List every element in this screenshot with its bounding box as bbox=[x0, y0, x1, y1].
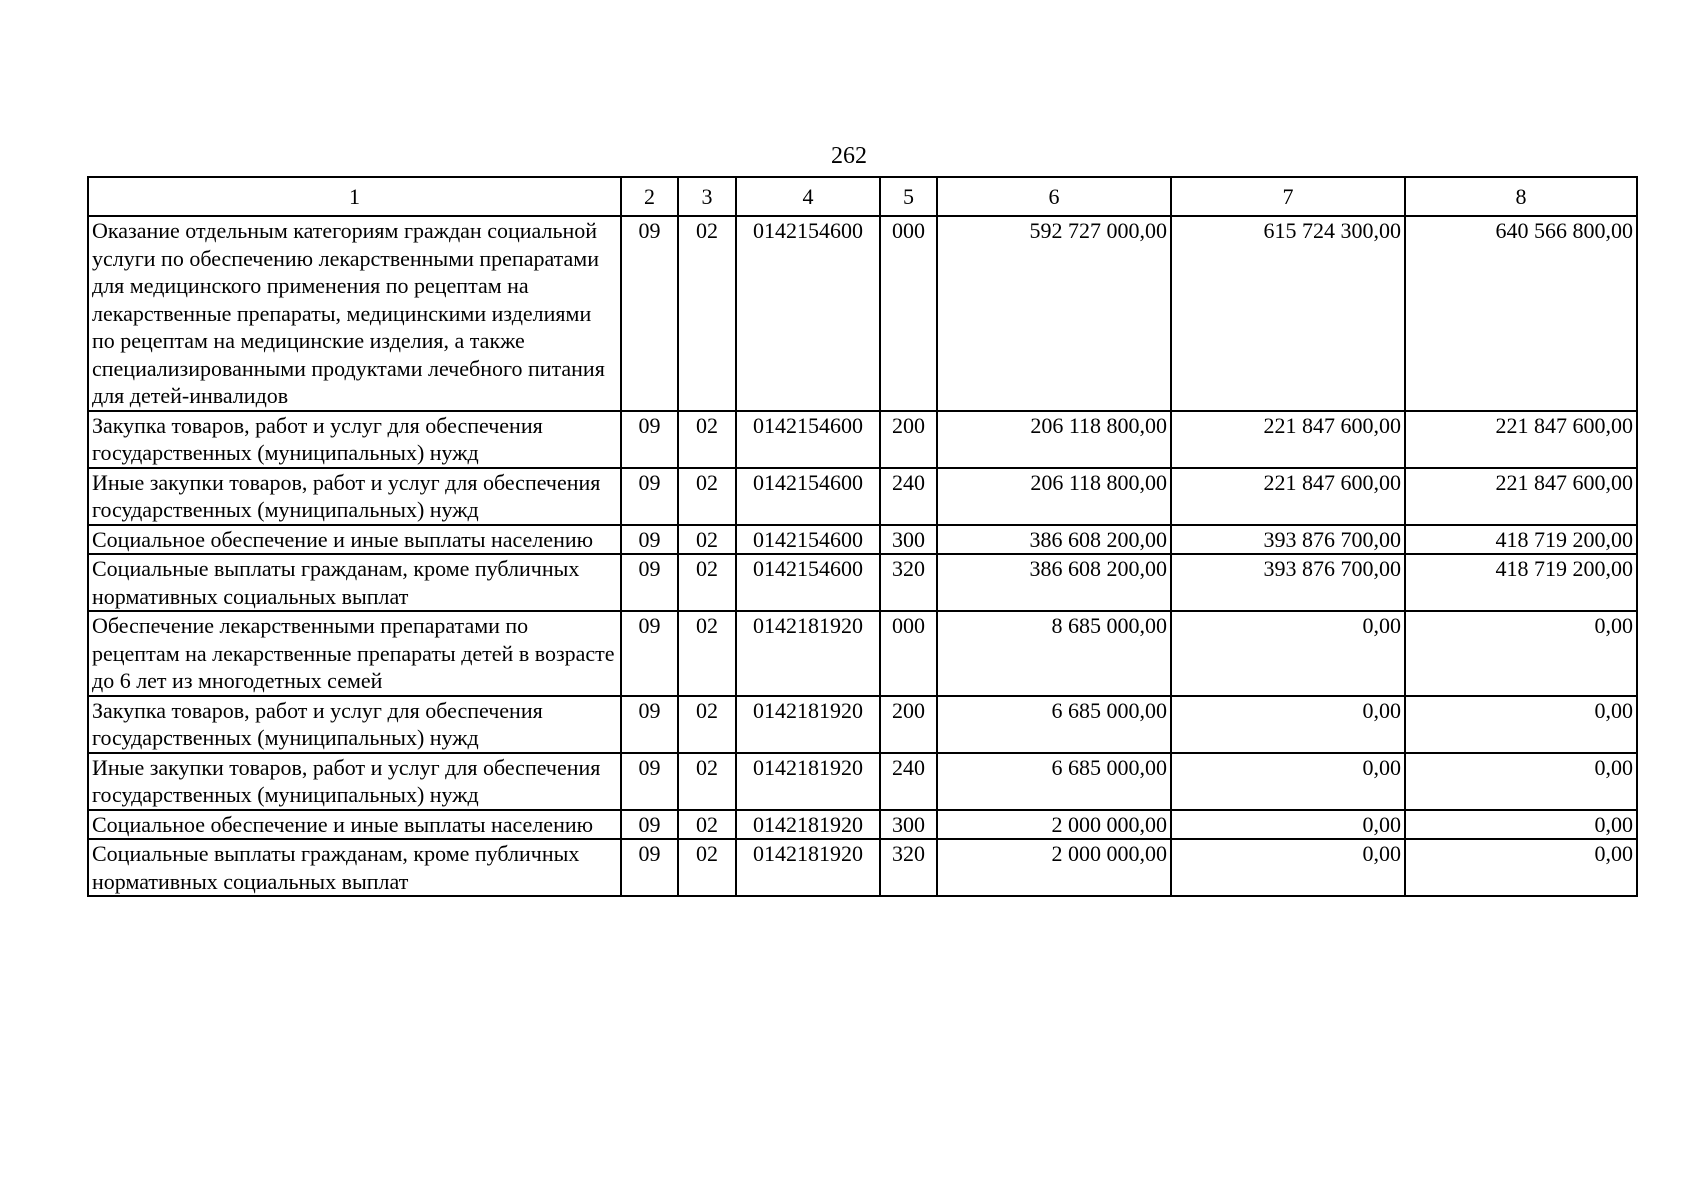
target-article-code: 0142181920 bbox=[736, 696, 880, 753]
target-article-code: 0142154600 bbox=[736, 554, 880, 611]
subsection-code: 02 bbox=[678, 411, 736, 468]
column-header: 4 bbox=[736, 177, 880, 216]
expense-type-code: 320 bbox=[880, 839, 937, 896]
amount-col7: 0,00 bbox=[1171, 810, 1405, 840]
column-header: 3 bbox=[678, 177, 736, 216]
subsection-code: 02 bbox=[678, 696, 736, 753]
amount-col7: 393 876 700,00 bbox=[1171, 525, 1405, 555]
amount-col8: 0,00 bbox=[1405, 611, 1637, 696]
target-article-code: 0142181920 bbox=[736, 839, 880, 896]
amount-col6: 592 727 000,00 bbox=[937, 216, 1171, 411]
target-article-code: 0142154600 bbox=[736, 216, 880, 411]
subsection-code: 02 bbox=[678, 611, 736, 696]
amount-col6: 2 000 000,00 bbox=[937, 810, 1171, 840]
table-row bbox=[88, 554, 1637, 611]
expense-type-code: 300 bbox=[880, 810, 937, 840]
table-row bbox=[88, 525, 1637, 555]
subsection-code: 02 bbox=[678, 554, 736, 611]
expense-type-code: 200 bbox=[880, 696, 937, 753]
amount-col7: 0,00 bbox=[1171, 611, 1405, 696]
section-code: 09 bbox=[621, 525, 678, 555]
column-header: 6 bbox=[937, 177, 1171, 216]
expense-type-code: 240 bbox=[880, 468, 937, 525]
amount-col7: 0,00 bbox=[1171, 839, 1405, 896]
amount-col6: 2 000 000,00 bbox=[937, 839, 1171, 896]
amount-col7: 393 876 700,00 bbox=[1171, 554, 1405, 611]
section-code: 09 bbox=[621, 216, 678, 411]
amount-col6: 206 118 800,00 bbox=[937, 411, 1171, 468]
section-code: 09 bbox=[621, 839, 678, 896]
row-name: Иные закупки товаров, работ и услуг для обеспечения государственных (муниципальных) нужд bbox=[88, 753, 621, 810]
amount-col8: 221 847 600,00 bbox=[1405, 468, 1637, 525]
expense-type-code: 240 bbox=[880, 753, 937, 810]
amount-col8: 0,00 bbox=[1405, 753, 1637, 810]
table-row bbox=[88, 753, 1637, 810]
subsection-code: 02 bbox=[678, 468, 736, 525]
amount-col8: 221 847 600,00 bbox=[1405, 411, 1637, 468]
amount-col7: 0,00 bbox=[1171, 753, 1405, 810]
amount-col7: 615 724 300,00 bbox=[1171, 216, 1405, 411]
target-article-code: 0142154600 bbox=[736, 525, 880, 555]
target-article-code: 0142154600 bbox=[736, 411, 880, 468]
expense-type-code: 300 bbox=[880, 525, 937, 555]
expense-type-code: 320 bbox=[880, 554, 937, 611]
amount-col8: 418 719 200,00 bbox=[1405, 525, 1637, 555]
amount-col6: 386 608 200,00 bbox=[937, 554, 1171, 611]
table-row bbox=[88, 839, 1637, 896]
expense-type-code: 000 bbox=[880, 611, 937, 696]
amount-col7: 0,00 bbox=[1171, 696, 1405, 753]
subsection-code: 02 bbox=[678, 810, 736, 840]
header-row bbox=[88, 177, 1637, 216]
expense-type-code: 200 bbox=[880, 411, 937, 468]
section-code: 09 bbox=[621, 810, 678, 840]
column-header: 7 bbox=[1171, 177, 1405, 216]
table-row bbox=[88, 216, 1637, 411]
amount-col8: 0,00 bbox=[1405, 696, 1637, 753]
amount-col7: 221 847 600,00 bbox=[1171, 468, 1405, 525]
section-code: 09 bbox=[621, 468, 678, 525]
section-code: 09 bbox=[621, 411, 678, 468]
table-row bbox=[88, 696, 1637, 753]
row-name: Социальные выплаты гражданам, кроме публичных нормативных социальных выплат bbox=[88, 554, 621, 611]
amount-col6: 6 685 000,00 bbox=[937, 696, 1171, 753]
row-name: Закупка товаров, работ и услуг для обеспечения государственных (муниципальных) нужд bbox=[88, 411, 621, 468]
budget-table bbox=[87, 176, 1638, 897]
amount-col8: 640 566 800,00 bbox=[1405, 216, 1637, 411]
column-header: 1 bbox=[88, 177, 621, 216]
amount-col6: 8 685 000,00 bbox=[937, 611, 1171, 696]
row-name: Иные закупки товаров, работ и услуг для обеспечения государственных (муниципальных) нужд bbox=[88, 468, 621, 525]
amount-col6: 206 118 800,00 bbox=[937, 468, 1171, 525]
row-name: Социальное обеспечение и иные выплаты населению bbox=[88, 525, 621, 555]
section-code: 09 bbox=[621, 611, 678, 696]
section-code: 09 bbox=[621, 554, 678, 611]
amount-col6: 386 608 200,00 bbox=[937, 525, 1171, 555]
subsection-code: 02 bbox=[678, 525, 736, 555]
table-row bbox=[88, 468, 1637, 525]
row-name: Обеспечение лекарственными препаратами по рецептам на лекарственные препараты детей в возрасте до 6 лет из многодетных семей bbox=[88, 611, 621, 696]
amount-col8: 0,00 bbox=[1405, 839, 1637, 896]
row-name: Оказание отдельным категориям граждан социальной услуги по обеспечению лекарственными препаратами для медицинского применения по рецептам на лекарственные препараты, медицинскими изделиями по рецептам на медицинские изделия, а также специализированными продуктами лечебного питания для детей-инвалидов bbox=[88, 216, 621, 411]
target-article-code: 0142181920 bbox=[736, 753, 880, 810]
column-header: 8 bbox=[1405, 177, 1637, 216]
table-row bbox=[88, 611, 1637, 696]
target-article-code: 0142154600 bbox=[736, 468, 880, 525]
amount-col8: 418 719 200,00 bbox=[1405, 554, 1637, 611]
row-name: Социальные выплаты гражданам, кроме публичных нормативных социальных выплат bbox=[88, 839, 621, 896]
amount-col6: 6 685 000,00 bbox=[937, 753, 1171, 810]
subsection-code: 02 bbox=[678, 216, 736, 411]
row-name: Закупка товаров, работ и услуг для обеспечения государственных (муниципальных) нужд bbox=[88, 696, 621, 753]
subsection-code: 02 bbox=[678, 753, 736, 810]
page-number: 262 bbox=[831, 143, 867, 169]
row-name: Социальное обеспечение и иные выплаты населению bbox=[88, 810, 621, 840]
amount-col8: 0,00 bbox=[1405, 810, 1637, 840]
table-row bbox=[88, 411, 1637, 468]
column-header: 5 bbox=[880, 177, 937, 216]
target-article-code: 0142181920 bbox=[736, 810, 880, 840]
section-code: 09 bbox=[621, 696, 678, 753]
column-header: 2 bbox=[621, 177, 678, 216]
amount-col7: 221 847 600,00 bbox=[1171, 411, 1405, 468]
table-row bbox=[88, 810, 1637, 840]
subsection-code: 02 bbox=[678, 839, 736, 896]
target-article-code: 0142181920 bbox=[736, 611, 880, 696]
expense-type-code: 000 bbox=[880, 216, 937, 411]
section-code: 09 bbox=[621, 753, 678, 810]
